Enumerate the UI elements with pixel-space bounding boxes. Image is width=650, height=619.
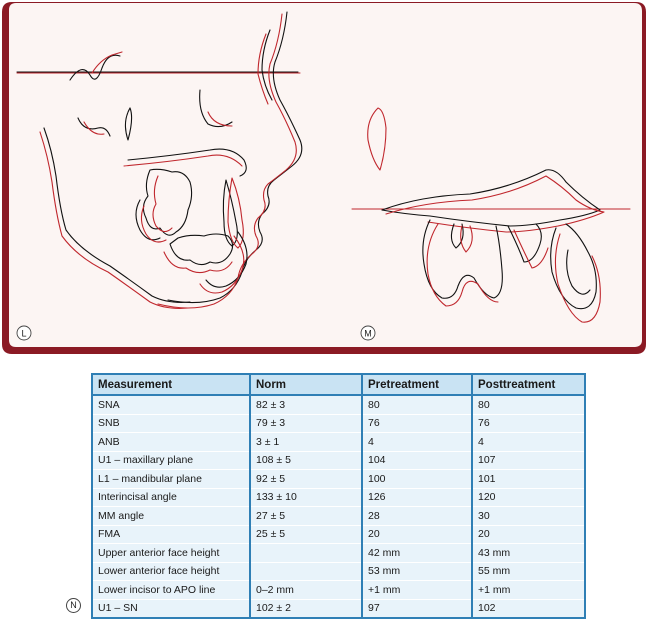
cell-posttreatment: 76 bbox=[472, 414, 585, 433]
left-panel-label bbox=[17, 326, 31, 340]
table-header-row bbox=[92, 374, 585, 395]
cell-pretreatment: 42 mm bbox=[362, 544, 472, 563]
table-row bbox=[92, 414, 585, 433]
cell-posttreatment: 102 bbox=[472, 599, 585, 618]
table-row bbox=[92, 544, 585, 563]
figure-frame bbox=[9, 3, 642, 347]
cell-measurement: Interincisal angle bbox=[92, 488, 250, 507]
cell-norm bbox=[250, 562, 362, 581]
table-row bbox=[92, 581, 585, 600]
header-pretreatment: Pretreatment bbox=[362, 374, 472, 395]
panel-label-m: M bbox=[364, 328, 372, 339]
cell-posttreatment: 30 bbox=[472, 507, 585, 526]
cell-posttreatment: 107 bbox=[472, 451, 585, 470]
cell-measurement: Lower anterior face height bbox=[92, 562, 250, 581]
table-row bbox=[92, 507, 585, 526]
cell-measurement: SNA bbox=[92, 395, 250, 414]
cell-norm: 25 ± 5 bbox=[250, 525, 362, 544]
header-posttreatment: Posttreatment bbox=[472, 374, 585, 395]
table-row bbox=[92, 470, 585, 489]
cell-measurement: L1 – mandibular plane bbox=[92, 470, 250, 489]
cell-pretreatment: 20 bbox=[362, 525, 472, 544]
table-row bbox=[92, 562, 585, 581]
cell-measurement: MM angle bbox=[92, 507, 250, 526]
cell-pretreatment: 28 bbox=[362, 507, 472, 526]
cell-pretreatment: 53 mm bbox=[362, 562, 472, 581]
cell-pretreatment: 80 bbox=[362, 395, 472, 414]
table-row bbox=[92, 488, 585, 507]
table-row bbox=[92, 433, 585, 452]
table-row bbox=[92, 525, 585, 544]
cell-norm: 79 ± 3 bbox=[250, 414, 362, 433]
cell-posttreatment: 101 bbox=[472, 470, 585, 489]
cell-pretreatment: 104 bbox=[362, 451, 472, 470]
measurements-table-wrap bbox=[91, 373, 584, 619]
table-row bbox=[92, 395, 585, 414]
cell-norm: 0–2 mm bbox=[250, 581, 362, 600]
cell-posttreatment: 80 bbox=[472, 395, 585, 414]
cell-posttreatment: 120 bbox=[472, 488, 585, 507]
cell-pretreatment: 97 bbox=[362, 599, 472, 618]
cell-posttreatment: 43 mm bbox=[472, 544, 585, 563]
cell-posttreatment: 55 mm bbox=[472, 562, 585, 581]
cell-measurement: Lower incisor to APO line bbox=[92, 581, 250, 600]
cell-norm: 27 ± 5 bbox=[250, 507, 362, 526]
right-panel-label bbox=[361, 326, 375, 340]
table-row bbox=[92, 599, 585, 618]
cell-posttreatment: 4 bbox=[472, 433, 585, 452]
cell-norm bbox=[250, 544, 362, 563]
cell-measurement: Upper anterior face height bbox=[92, 544, 250, 563]
cell-pretreatment: 100 bbox=[362, 470, 472, 489]
cell-pretreatment: 76 bbox=[362, 414, 472, 433]
cell-measurement: SNB bbox=[92, 414, 250, 433]
cell-norm: 3 ± 1 bbox=[250, 433, 362, 452]
cell-norm: 108 ± 5 bbox=[250, 451, 362, 470]
cell-norm: 102 ± 2 bbox=[250, 599, 362, 618]
panel-label-n: N bbox=[66, 598, 81, 613]
cell-posttreatment: +1 mm bbox=[472, 581, 585, 600]
cell-norm: 82 ± 3 bbox=[250, 395, 362, 414]
header-measurement: Measurement bbox=[92, 374, 250, 395]
cell-pretreatment: 4 bbox=[362, 433, 472, 452]
panel-label-l: L bbox=[21, 328, 27, 339]
table-row bbox=[92, 451, 585, 470]
cell-measurement: FMA bbox=[92, 525, 250, 544]
cell-norm: 92 ± 5 bbox=[250, 470, 362, 489]
cell-pretreatment: +1 mm bbox=[362, 581, 472, 600]
cell-pretreatment: 126 bbox=[362, 488, 472, 507]
cell-posttreatment: 20 bbox=[472, 525, 585, 544]
cephalometric-measurements-table bbox=[91, 373, 586, 619]
cell-norm: 133 ± 10 bbox=[250, 488, 362, 507]
cell-measurement: U1 – SN bbox=[92, 599, 250, 618]
cell-measurement: ANB bbox=[92, 433, 250, 452]
header-norm: Norm bbox=[250, 374, 362, 395]
cell-measurement: U1 – maxillary plane bbox=[92, 451, 250, 470]
